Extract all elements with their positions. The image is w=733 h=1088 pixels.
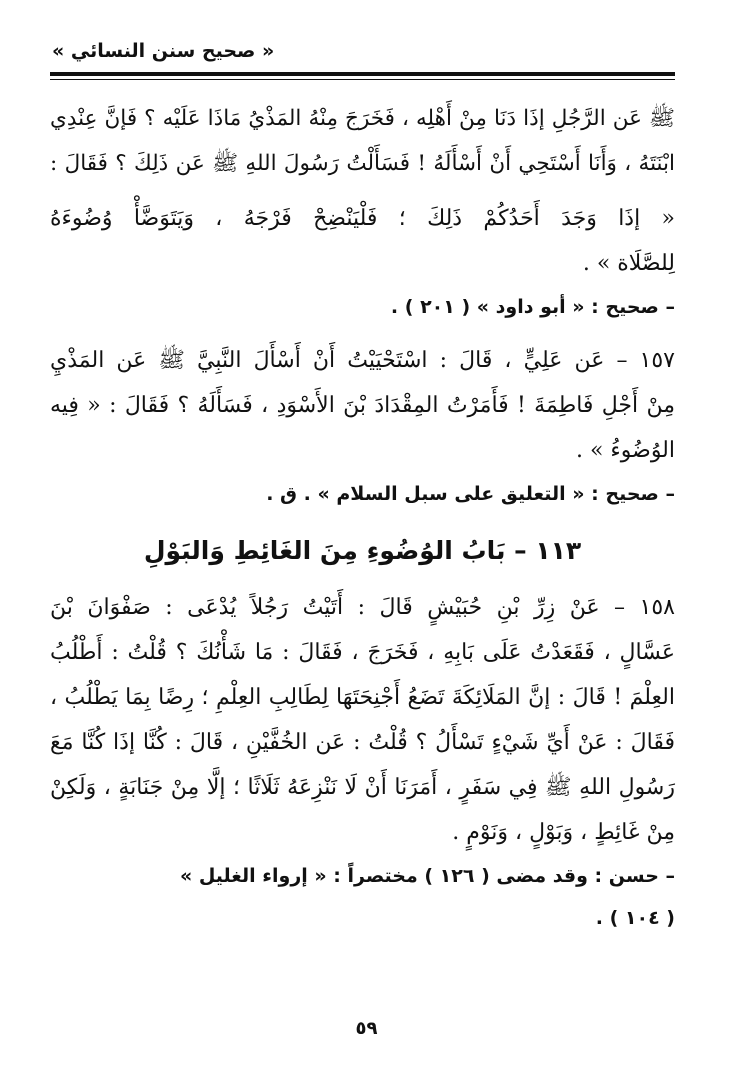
hadith-grade: – حسن : وقد مضى ( ١٢٦ ) مختصراً : « إرواء الغليل » <box>179 865 675 887</box>
hadith-158-line: ١٥٨ – عَنْ زِرِّ بْنِ حُبَيْشٍ قَالَ : أَتَيْتُ رَجُلاً يُدْعَى : صَفْوَانَ بْنَ <box>50 595 675 620</box>
text-line: مِنْ أَجْلِ فَاطِمَةَ ! فَأَمَرْتُ المِقْدَادَ بْنَ الأَسْوَدِ ، فَسَأَلَهُ ؟ فَقَالَ : « فِيه <box>50 393 675 418</box>
header-rule-thin <box>50 79 675 80</box>
hadith-157-line: ١٥٧ – عَن عَلِيٍّ ، قَالَ : اسْتَحْيَيْتُ أَنْ أَسْأَلَ النَّبِيَّ ﷺ عَن المَذْيِ <box>50 348 675 373</box>
hadith-grade: – صحيح : « التعليق على سبل السلام » . ق . <box>266 483 675 505</box>
hadith-grade: – صحيح : « أبو داود » ( ٢٠١ ) . <box>390 296 675 318</box>
text-line: فَقَالَ : عَنْ أَيِّ شَيْءٍ تَسْأَلُ ؟ قُلْتُ : عَن الخُفَّيْنِ ، قَالَ : كُنَّا إذَا كُنَّا مَعَ <box>50 730 675 755</box>
header-rule-thick <box>50 72 675 76</box>
page-body <box>50 96 675 939</box>
chapter-heading: ١١٣ – بَابُ الوُضُوءِ مِنَ الغَائِطِ وَالبَوْلِ <box>143 536 582 565</box>
hadith-grade-continued: ( ١٠٤ ) . <box>595 907 675 929</box>
text-line: عَسَّالٍ ، فَقَعَدْتُ عَلَى بَابِهِ ، فَخَرَجَ ، فَقَالَ : مَا شَأْنُكَ ؟ قُلْتُ : أَطْلُبُ <box>50 640 675 665</box>
text-line: ابْنَتَهُ ، وَأَنَا أَسْتَحِي أَنْ أَسْأَلَهُ ! فَسَأَلْتُ رَسُولَ اللهِ ﷺ عَن ذَلِكَ ؟ فَقَالَ : <box>50 151 675 176</box>
text-line: الوُضُوءُ » . <box>575 438 675 463</box>
text-line: ﷺ عَن الرَّجُلِ إذَا دَنَا مِنْ أَهْلِه ، فَخَرَجَ مِنْهُ المَذْيُ مَاذَا عَلَيْه ؟ فَإنَّ عِنْدِي <box>50 106 675 131</box>
text-line: رَسُولِ اللهِ ﷺ فِي سَفَرٍ ، أَمَرَنَا أَنْ لَا نَنْزِعَهُ ثَلَاثًا ؛ إلَّا مِنْ جَنَابَةٍ ، وَلَكِنْ <box>50 775 675 800</box>
text-line: مِنْ غَائِطٍ ، وَبَوْلٍ ، وَنَوْمٍ . <box>452 820 675 845</box>
page-number: ٥٩ <box>355 1018 378 1039</box>
running-header-title: « صحيح سنن النسائي » <box>52 40 275 62</box>
text-line: لِلصَّلَاة » . <box>582 251 675 276</box>
text-line: العِلْمَ ! قَالَ : إنَّ المَلَائِكَةَ تَضَعُ أَجْنِحَتَهَا لِطَالِبِ العِلْمِ ؛ رِضًا بِمَا يَطْلُبُ ، <box>50 685 675 710</box>
text-line: « إذَا وَجَدَ أَحَدُكُمْ ذَلِكَ ؛ فَلْيَنْضِحْ فَرْجَهُ ، وَيَتَوَضَّأْ وُضُوءَهُ <box>50 206 675 231</box>
